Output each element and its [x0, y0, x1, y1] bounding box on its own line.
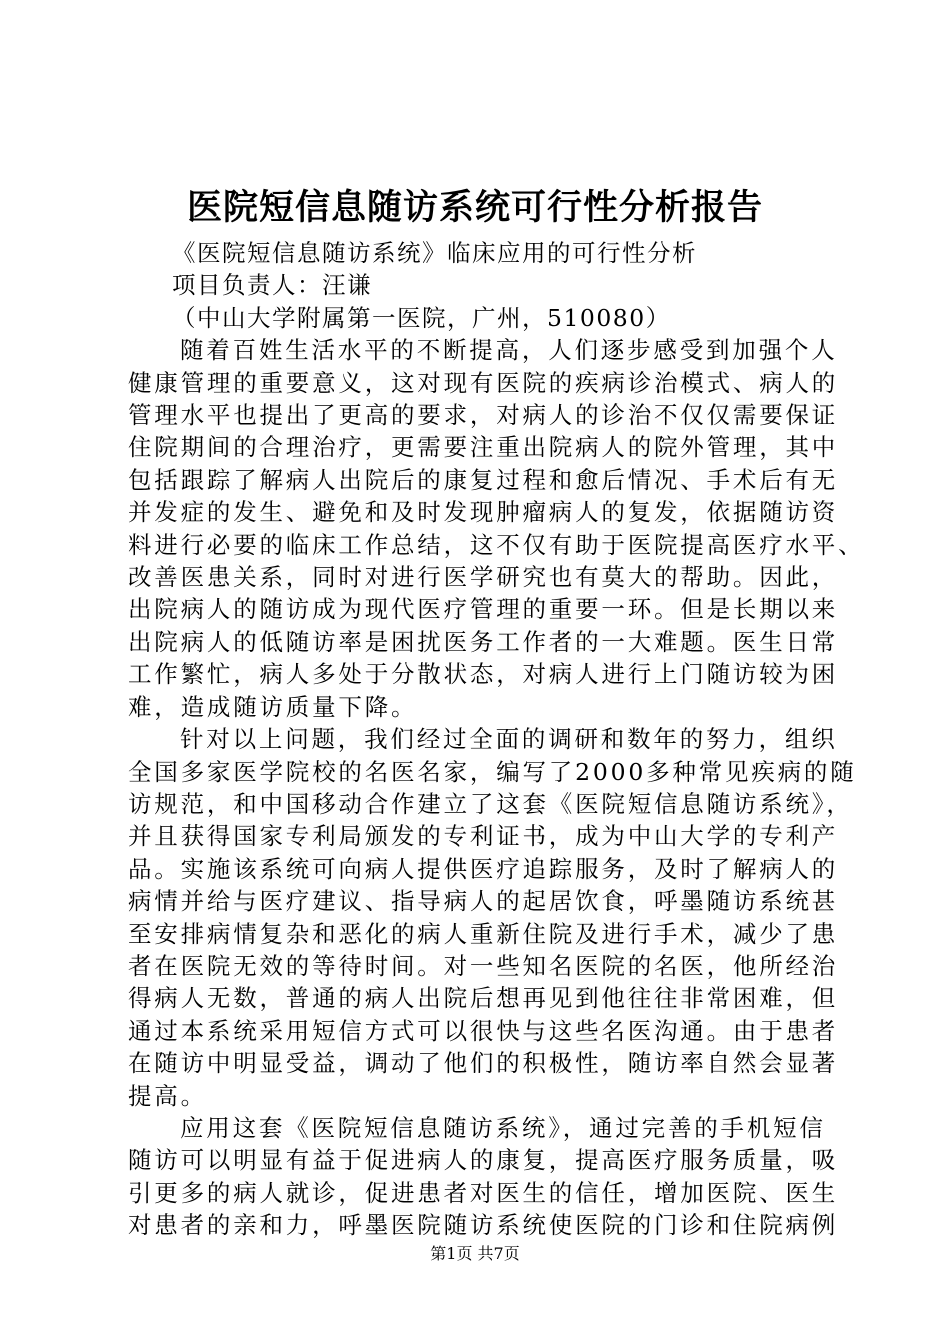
paragraph-line: 工作繁忙，病人多处于分散状态，对病人进行上门随访较为困	[128, 660, 839, 689]
paragraph-line: 并且获得国家专利局颁发的专利证书，成为中山大学的专利产	[128, 822, 839, 851]
paragraph-line: 访规范，和中国移动合作建立了这套《医院短信息随访系统》，	[128, 789, 853, 818]
paragraph-line: 随访可以明显有益于促进病人的康复，提高医疗服务质量，吸	[128, 1146, 839, 1175]
document-title: 医院短信息随访系统可行性分析报告	[186, 188, 763, 228]
paragraph-line: 应用这套《医院短信息随访系统》，通过完善的手机短信	[180, 1113, 826, 1142]
author-line: 项目负责人：汪谦	[172, 271, 372, 300]
paragraph-line: 并发症的发生、避免和及时发现肿瘤病人的复发，依据随访资	[128, 498, 839, 527]
paragraph-line: 出院病人的低随访率是困扰医务工作者的一大难题。医生日常	[128, 627, 839, 656]
affiliation-line: （中山大学附属第一医院，广州，510080）	[172, 303, 671, 332]
page-footer: 第1页 共7页	[430, 1244, 520, 1263]
paragraph-line: 住院期间的合理治疗，更需要注重出院病人的院外管理，其中	[128, 433, 839, 462]
paragraph	[128, 334, 865, 723]
paragraph-line: 改善医患关系，同时对进行医学研究也有莫大的帮助。因此，	[128, 563, 839, 592]
paragraph-line: 品。实施该系统可向病人提供医疗追踪服务，及时了解病人的	[128, 854, 839, 883]
paragraph-line: 全国多家医学院校的名医名家，编写了2000多种常见疾病的随	[128, 757, 857, 786]
paragraph-line: 健康管理的重要意义，这对现有医院的疾病诊治模式、病人的	[128, 368, 839, 397]
paragraph-line: 管理水平也提出了更高的要求，对病人的诊治不仅仅需要保证	[128, 401, 839, 430]
subtitle: 《医院短信息随访系统》临床应用的可行性分析	[172, 239, 697, 267]
paragraph	[128, 723, 857, 1112]
paragraph-line: 提高。	[128, 1081, 207, 1110]
paragraph-line: 得病人无数，普通的病人出院后想再见到他往往非常困难，但	[128, 984, 839, 1013]
paragraph-line: 至安排病情复杂和恶化的病人重新住院及进行手术，减少了患	[128, 919, 839, 948]
paragraph-line: 通过本系统采用短信方式可以很快与这些名医沟通。由于患者	[128, 1016, 839, 1045]
paragraph-line: 病情并给与医疗建议、指导病人的起居饮食，呼墨随访系统甚	[128, 887, 839, 916]
paragraph-line: 引更多的病人就诊，促进患者对医生的信任，增加医院、医生	[128, 1178, 839, 1207]
paragraph-line: 料进行必要的临床工作总结，这不仅有助于医院提高医疗水平、	[128, 530, 865, 559]
paragraph-line: 难，造成随访质量下降。	[128, 692, 418, 721]
paragraph-line: 出院病人的随访成为现代医疗管理的重要一环。但是长期以来	[128, 595, 839, 624]
paragraph-line: 随着百姓生活水平的不断提高，人们逐步感受到加强个人	[180, 336, 838, 365]
paragraph-line: 在随访中明显受益，调动了他们的积极性，随访率自然会显著	[128, 1049, 839, 1078]
paragraph-line: 包括跟踪了解病人出院后的康复过程和愈后情况、手术后有无	[128, 465, 839, 494]
paragraphs	[128, 334, 865, 1241]
paragraph-line: 针对以上问题，我们经过全面的调研和数年的努力，组织	[180, 725, 838, 754]
paragraph-line: 对患者的亲和力，呼墨医院随访系统使医院的门诊和住院病例	[128, 1211, 839, 1240]
paragraph-line: 者在医院无效的等待时间。对一些知名医院的名医，他所经治	[128, 951, 839, 980]
document-body	[128, 237, 865, 1242]
paragraph	[128, 1112, 839, 1242]
